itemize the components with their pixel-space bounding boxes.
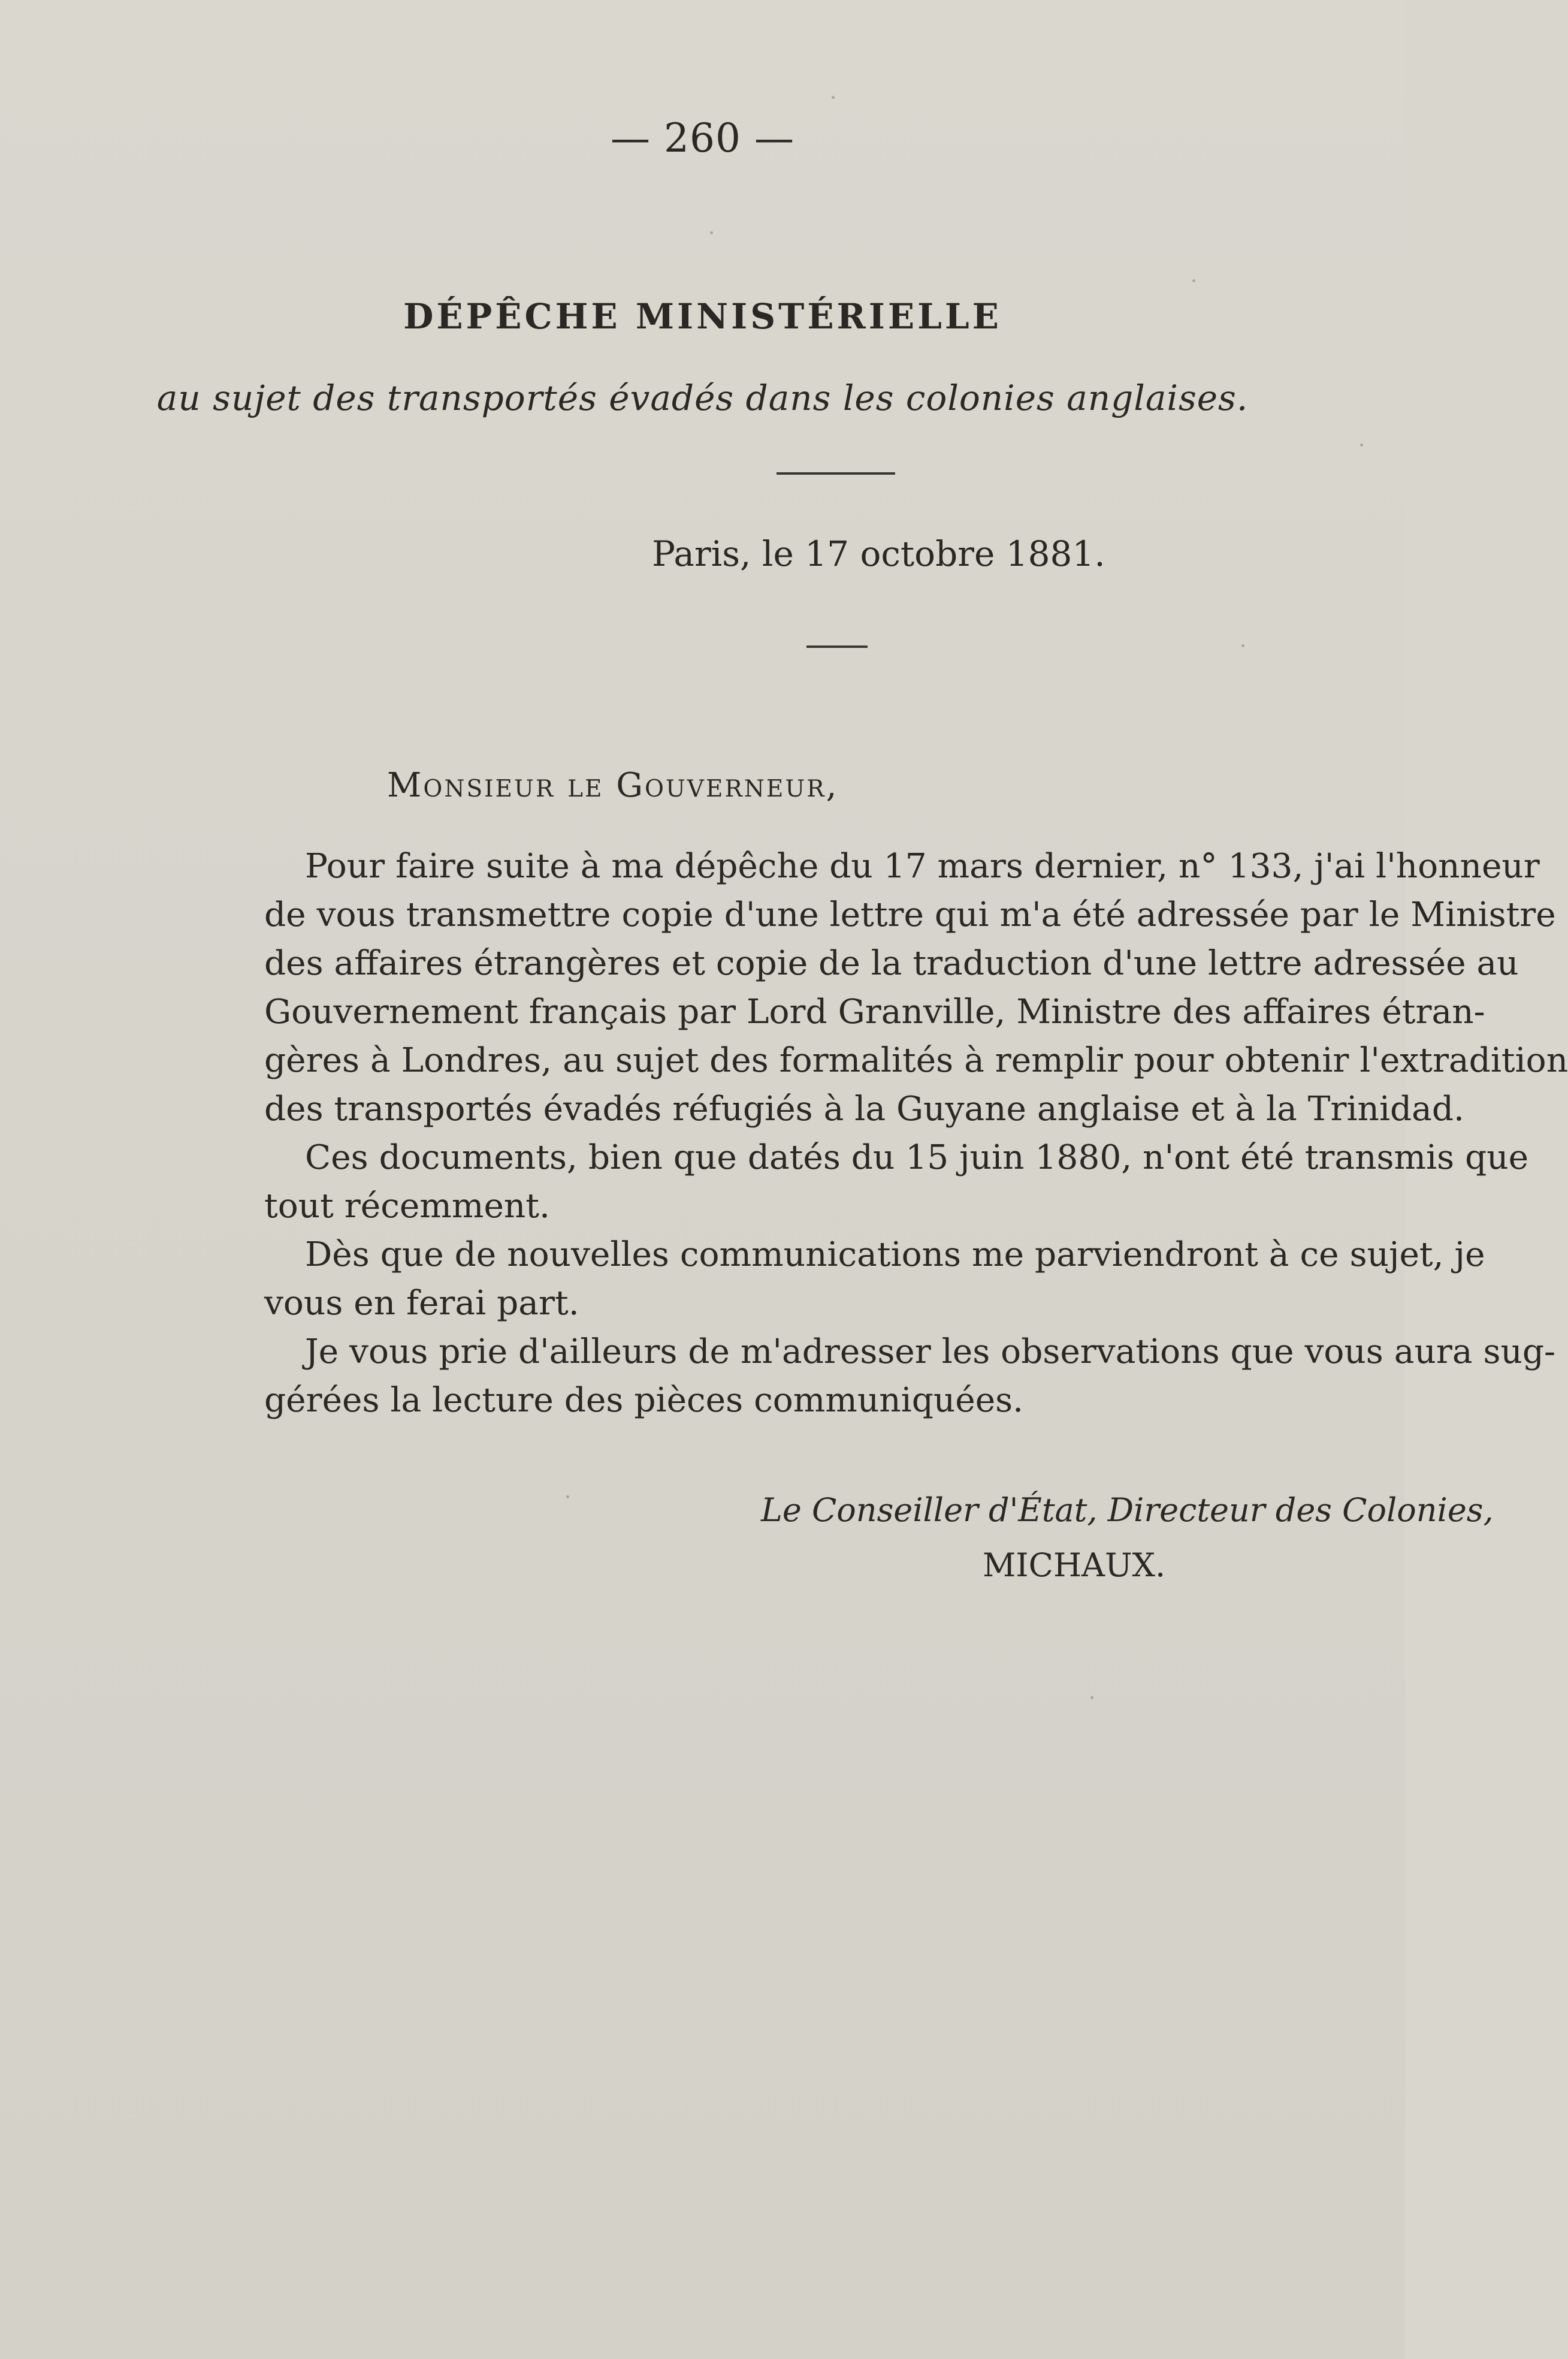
body-line: gérées la lecture des pièces communiquées. xyxy=(264,1381,1024,1420)
paper-speck xyxy=(832,96,835,99)
body-line: Je vous prie d'ailleurs de m'adresser les observations que vous aura sug- xyxy=(305,1332,1556,1371)
paper-speck xyxy=(710,231,713,234)
body-line: tout récemment. xyxy=(264,1187,550,1226)
document-title: DÉPÊCHE MINISTÉRIELLE xyxy=(403,296,1002,337)
body-line: Ces documents, bien que datés du 15 juin 1880, n'ont été transmis que xyxy=(305,1138,1529,1177)
body-line: des affaires étrangères et copie de la traduction d'une lettre adressée au xyxy=(264,944,1519,983)
document-subtitle: au sujet des transportés évadés dans les colonies anglaises. xyxy=(156,378,1249,418)
separator-rule-short xyxy=(806,645,868,648)
body-line: des transportés évadés réfugiés à la Guyane anglaise et à la Trinidad. xyxy=(264,1090,1464,1129)
paper-speck xyxy=(1360,444,1363,447)
signature-name: MICHAUX. xyxy=(983,1546,1166,1584)
letter-body xyxy=(264,842,1568,1425)
paper-speck xyxy=(566,1495,569,1498)
paper-speck xyxy=(1241,644,1244,647)
dateline: Paris, le 17 octobre 1881. xyxy=(652,533,1105,574)
body-line: Pour faire suite à ma dépêche du 17 mars dernier, n° 133, j'ai l'honneur xyxy=(305,847,1540,886)
salutation: Monsieur le Gouverneur, xyxy=(387,766,839,805)
body-line: Gouvernement français par Lord Granville, Ministre des affaires étran- xyxy=(264,993,1485,1031)
page-number: — 260 — xyxy=(611,115,794,161)
separator-rule xyxy=(777,472,895,475)
paper-speck xyxy=(1090,1696,1093,1699)
signature-role: Le Conseiller d'État, Directeur des Colonies, xyxy=(761,1491,1494,1529)
body-line: Dès que de nouvelles communications me parviendront à ce sujet, je xyxy=(305,1235,1485,1274)
body-line: vous en ferai part. xyxy=(264,1284,579,1323)
body-line: gères à Londres, au sujet des formalités à remplir pour obtenir l'extradition xyxy=(264,1041,1568,1080)
body-line: de vous transmettre copie d'une lettre qui m'a été adressée par le Ministre xyxy=(264,895,1556,934)
paper-speck xyxy=(1192,279,1195,282)
